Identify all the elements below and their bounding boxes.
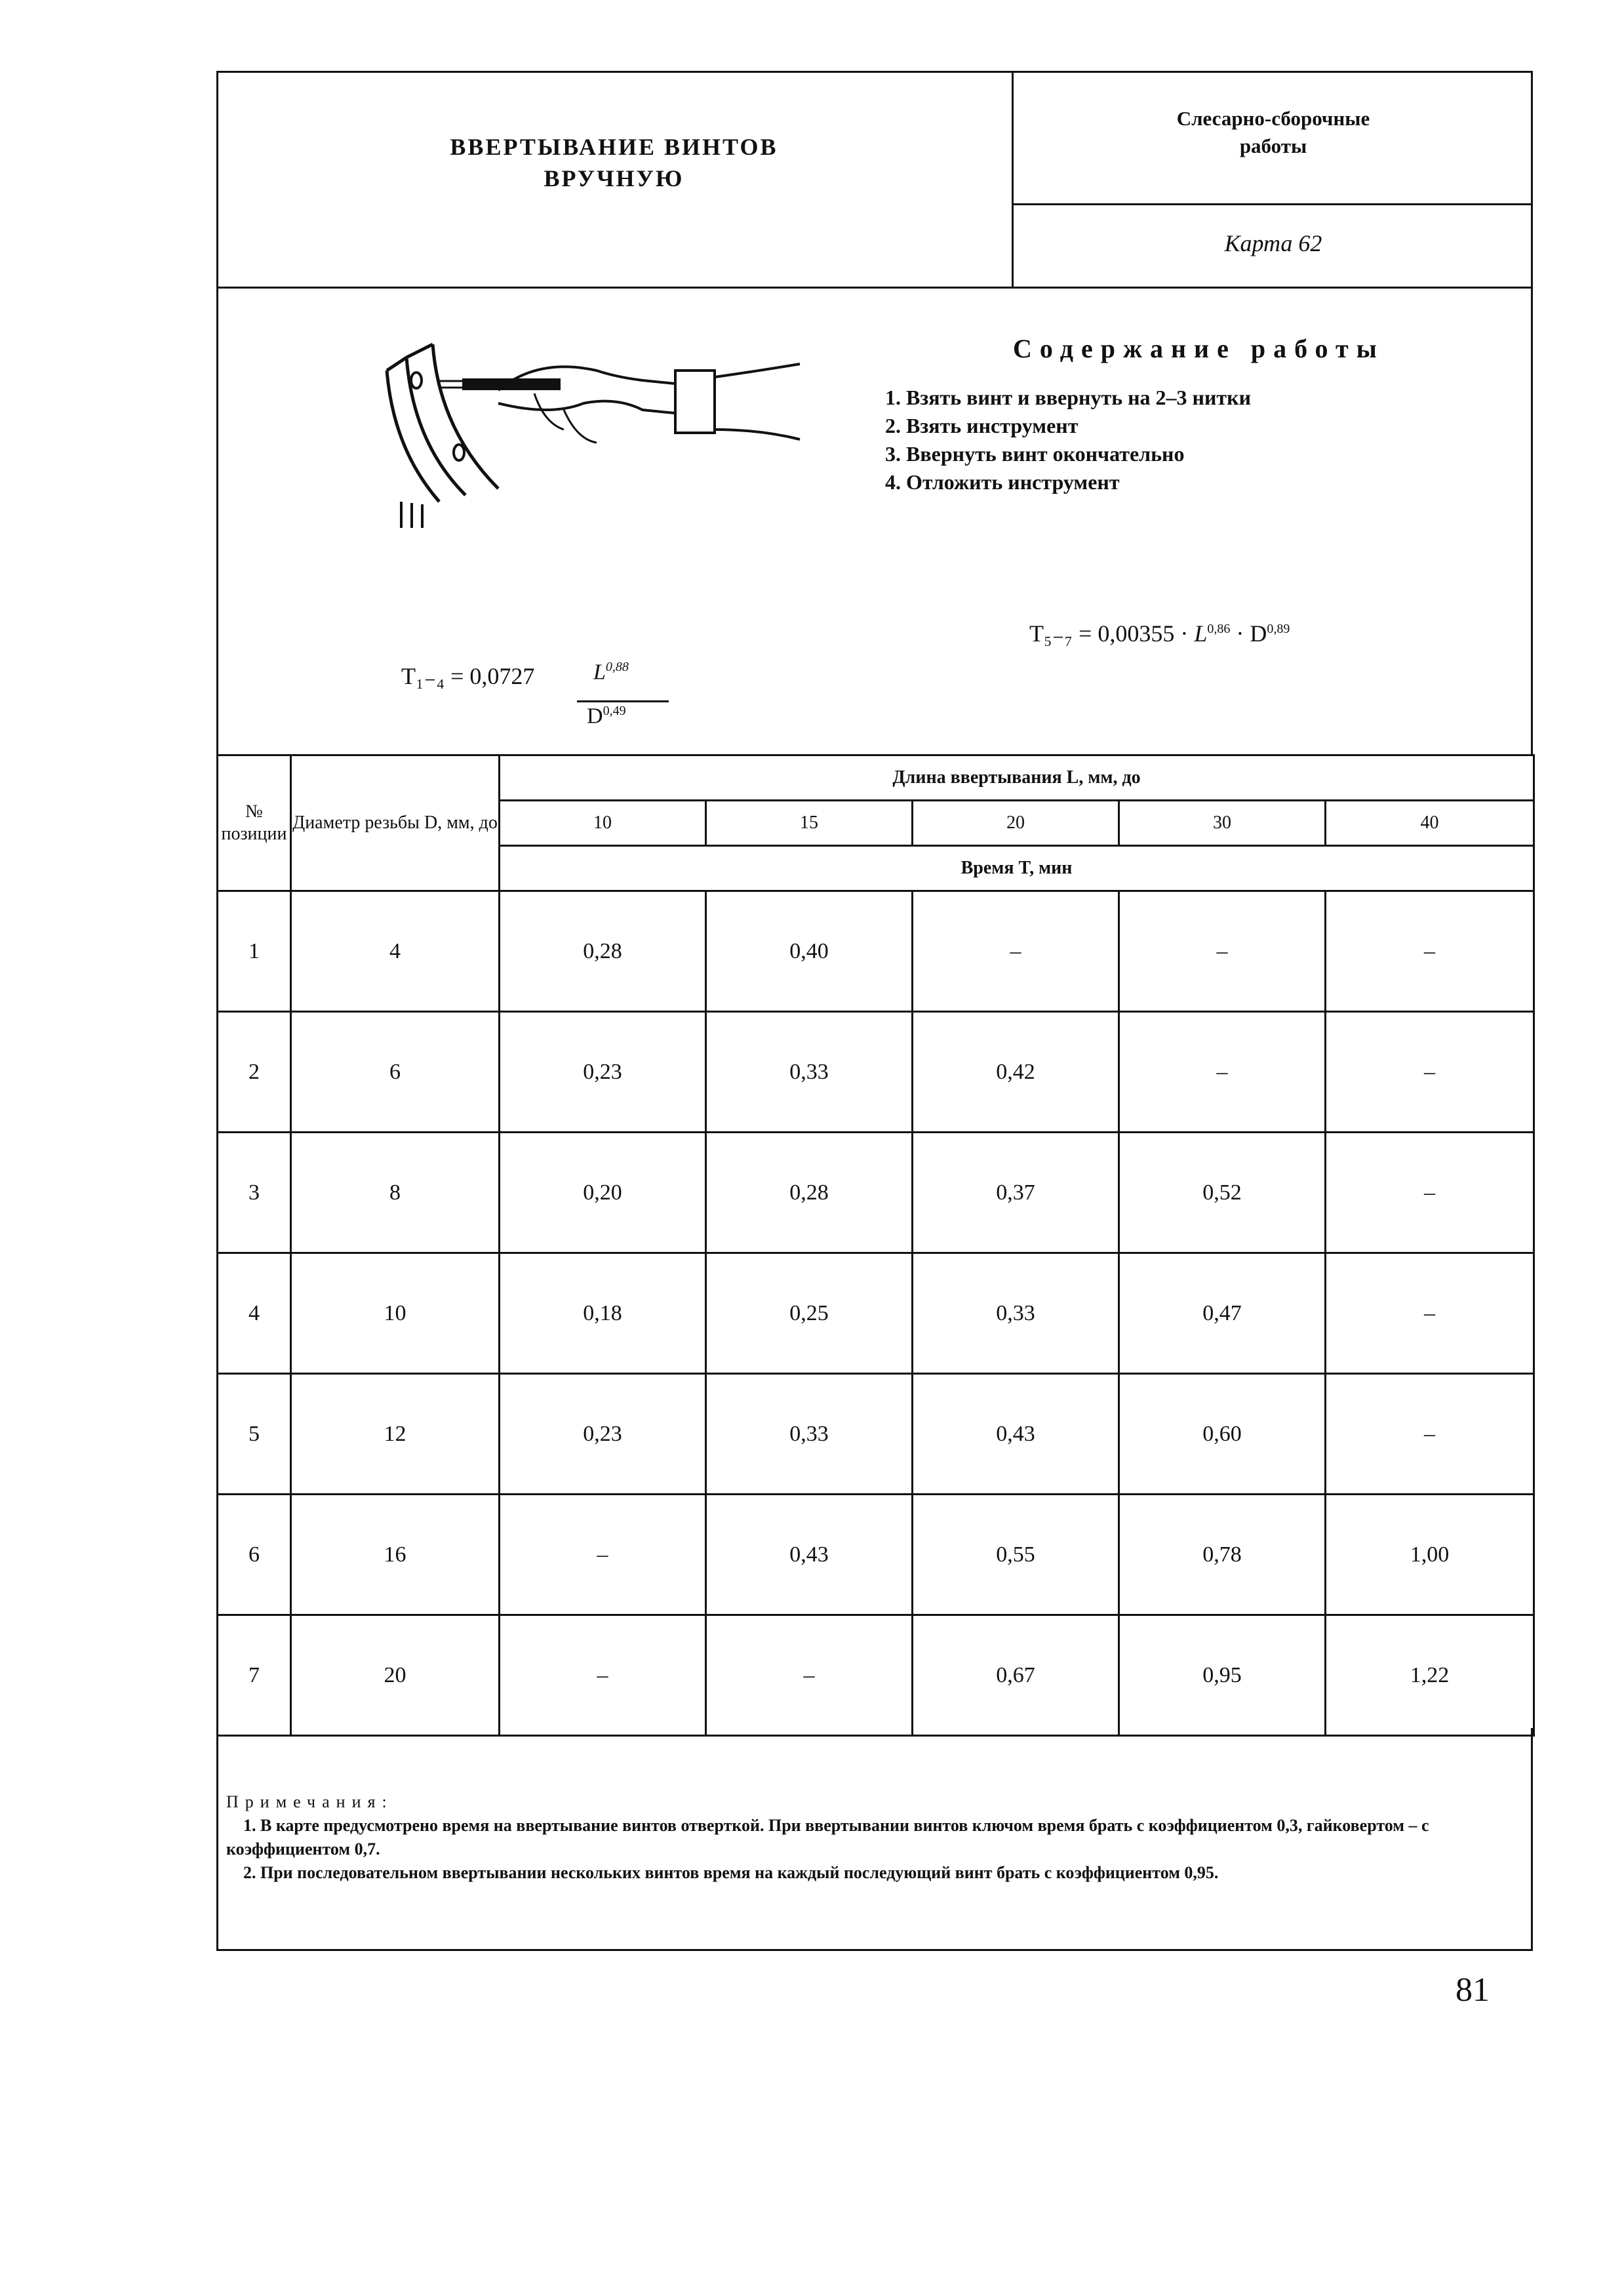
formula-t5-7-l: L [1194,620,1208,647]
work-steps-list [885,384,1251,496]
formula-t5-7-lhs: T₅₋₇ = 0,00355 · [1029,620,1189,647]
card-number: Карта 62 [1224,230,1322,256]
row-position: 5 [218,1374,291,1495]
time-cell: 0,37 [913,1133,1119,1253]
work-category-line1: Слесарно-сборочные [1176,107,1370,130]
work-step: 3. Ввернуть винт окончательно [885,442,1185,466]
card-title-line2: ВРУЧНУЮ [544,165,684,191]
time-cell: – [500,1615,706,1736]
table-row [218,1133,1534,1253]
time-cell: 0,23 [500,1374,706,1495]
notes-section [226,1790,1518,1885]
work-category [1014,105,1533,160]
column-header-time: Время T, мин [500,846,1534,891]
formula-t1-4-denominator [587,704,626,729]
table-row [218,1253,1534,1374]
formula-t1-4-d: D [587,704,603,729]
column-header-diameter: Диаметр резьбы D, мм, до [291,755,500,891]
formula-t1-4-lhs: T₁₋₄ = 0,0727 [401,663,535,689]
time-cell: – [1119,891,1326,1012]
card-title-line1: ВВЕРТЫВАНИЕ ВИНТОВ [450,134,778,160]
row-position: 7 [218,1615,291,1736]
page-number: 81 [1456,1971,1490,2009]
notes-title: Примечания: [226,1792,393,1811]
formula-t5-7-dot: · [1230,620,1250,647]
row-position: 2 [218,1012,291,1133]
row-diameter: 12 [291,1374,500,1495]
time-cell: 0,23 [500,1012,706,1133]
time-cell: 0,78 [1119,1495,1326,1615]
formula-t1-4-fraction-bar [577,700,669,702]
formula-t5-7-l-exp: 0,86 [1207,622,1231,636]
row-diameter: 4 [291,891,500,1012]
note-item: 1. В карте предусмотрено время на ввертывание винтов отверткой. При ввертывании винтов ключом время брать с коэффициентом 0,3, гайковертом – с коэффициентом 0,7. [226,1816,1429,1859]
row-diameter: 6 [291,1012,500,1133]
formula-t1-4-numerator [593,660,629,685]
time-cell: 0,25 [706,1253,913,1374]
formula-t1-4-d-exp: 0,49 [603,704,626,718]
time-cell: 0,67 [913,1615,1119,1736]
time-cell: 0,60 [1119,1374,1326,1495]
formula-t1-4-l: L [593,660,606,685]
table-row [218,1374,1534,1495]
row-position: 6 [218,1495,291,1615]
time-cell: – [1326,1012,1534,1133]
row-position: 1 [218,891,291,1012]
row-diameter: 16 [291,1495,500,1615]
screwdriver-hand-illustration [367,331,813,528]
length-header-cell: 20 [913,801,1119,846]
time-cell: 1,22 [1326,1615,1534,1736]
row-position: 4 [218,1253,291,1374]
time-cell: 0,28 [706,1133,913,1253]
time-cell: – [1326,1374,1534,1495]
length-header-cell: 10 [500,801,706,846]
time-cell: 0,52 [1119,1133,1326,1253]
time-cell: 0,47 [1119,1253,1326,1374]
table-row [218,1495,1534,1615]
work-step: 2. Взять инструмент [885,414,1079,437]
column-header-position: № позиции [218,755,291,891]
table-row [218,1615,1534,1736]
table-row [218,1012,1534,1133]
column-header-length: Длина ввертывания L, мм, до [500,755,1534,801]
card-title [216,131,1012,194]
time-cell: – [500,1495,706,1615]
time-cell: 0,28 [500,891,706,1012]
row-diameter: 20 [291,1615,500,1736]
time-cell: – [1326,1133,1534,1253]
time-norms-table [216,754,1535,1737]
work-category-line2: работы [1239,134,1307,157]
time-cell: 0,18 [500,1253,706,1374]
time-cell: 0,40 [706,891,913,1012]
length-header-cell: 30 [1119,801,1326,846]
time-cell: – [913,891,1119,1012]
length-header-cell: 15 [706,801,913,846]
row-diameter: 10 [291,1253,500,1374]
time-cell: 0,43 [706,1495,913,1615]
time-cell: 0,20 [500,1133,706,1253]
time-cell: – [1326,1253,1534,1374]
header-right-divider [1012,203,1533,205]
time-cell: 0,42 [913,1012,1119,1133]
note-item: 2. При последовательном ввертывании нескольких винтов время на каждый последующий винт брать с коэффициентом 0,95. [243,1863,1219,1882]
formula-t1-4-l-exp: 0,88 [605,660,629,674]
time-cell: – [706,1615,913,1736]
work-step: 1. Взять винт и ввернуть на 2–3 нитки [885,386,1252,409]
length-header-cell: 40 [1326,801,1534,846]
time-cell: – [1119,1012,1326,1133]
time-cell: 0,33 [706,1012,913,1133]
table-row [218,891,1534,1012]
work-step: 4. Отложить инструмент [885,470,1120,494]
formula-t5-7 [1029,620,1290,647]
formula-t5-7-d-exp: 0,89 [1267,622,1290,636]
work-content-title: Содержание работы [1013,334,1385,363]
time-cell: – [1326,891,1534,1012]
time-cell: 0,43 [913,1374,1119,1495]
time-cell: 0,33 [706,1374,913,1495]
time-cell: 0,95 [1119,1615,1326,1736]
row-position: 3 [218,1133,291,1253]
time-cell: 1,00 [1326,1495,1534,1615]
time-cell: 0,55 [913,1495,1119,1615]
row-diameter: 8 [291,1133,500,1253]
formula-t5-7-d: D [1250,620,1267,647]
time-cell: 0,33 [913,1253,1119,1374]
